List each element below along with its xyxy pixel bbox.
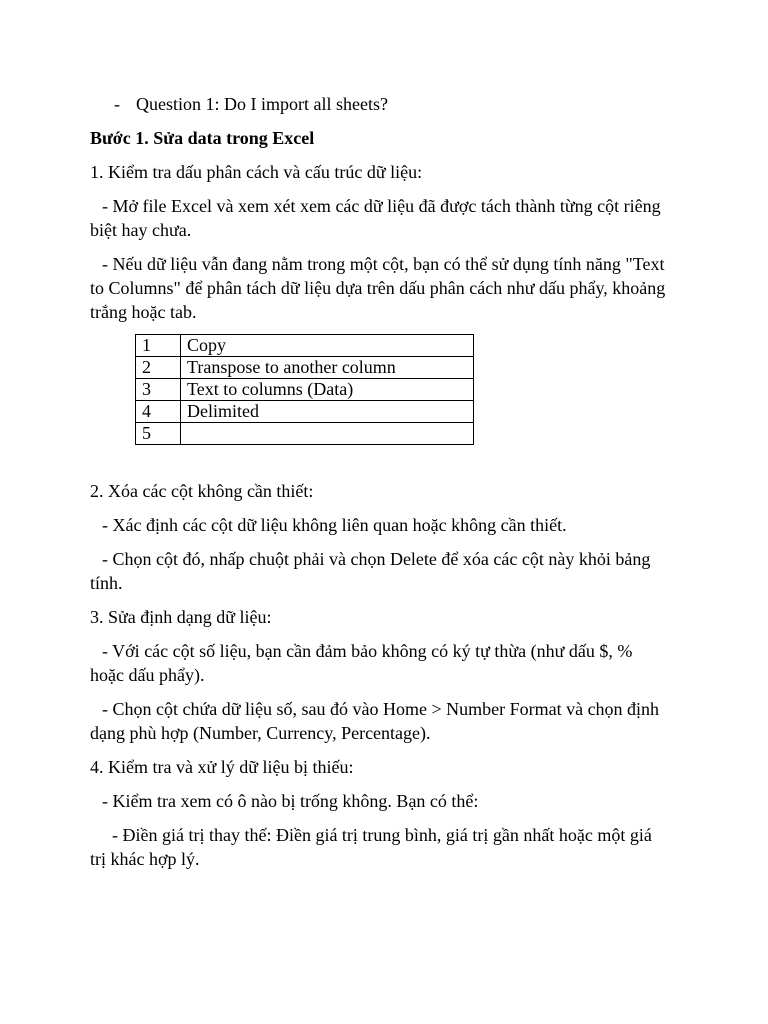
table-cell-text bbox=[181, 423, 474, 445]
document-page bbox=[90, 92, 668, 881]
section3-item: - Với các cột số liệu, bạn cần đảm bảo không có ký tự thừa (như dấu $, % hoặc dấu phẩy). bbox=[90, 641, 633, 685]
section2-title: 2. Xóa các cột không cần thiết: bbox=[90, 481, 314, 501]
section1-item: - Mở file Excel và xem xét xem các dữ liệu đã được tách thành từng cột riêng biệt hay chưa. bbox=[90, 196, 661, 240]
table-cell-text: Transpose to another column bbox=[181, 357, 474, 379]
section4-item: - Kiểm tra xem có ô nào bị trống không. Bạn có thể: bbox=[102, 791, 479, 811]
section1-item: - Nếu dữ liệu vẫn đang nằm trong một cột, bạn có thể sử dụng tính năng "Text to Columns" để phân tách dữ liệu dựa trên dấu phân cách như dấu phẩy, khoảng trắng hoặc tab. bbox=[90, 254, 666, 322]
table-cell-text: Copy bbox=[181, 335, 474, 357]
question-text: Question 1: Do I import all sheets? bbox=[136, 94, 388, 114]
table-cell-text: Text to columns (Data) bbox=[181, 379, 474, 401]
section3-item: - Chọn cột chứa dữ liệu số, sau đó vào Home > Number Format và chọn định dạng phù hợp (Number, Currency, Percentage). bbox=[90, 699, 660, 743]
table-row bbox=[136, 335, 474, 357]
steps-table bbox=[135, 334, 474, 445]
table-cell-number: 3 bbox=[136, 379, 181, 401]
question-dash: - bbox=[114, 94, 120, 114]
table-row bbox=[136, 357, 474, 379]
table-row bbox=[136, 379, 474, 401]
table-cell-number: 4 bbox=[136, 401, 181, 423]
question-line bbox=[90, 92, 668, 116]
table-cell-text: Delimited bbox=[181, 401, 474, 423]
table-cell-number: 2 bbox=[136, 357, 181, 379]
step-heading: Bước 1. Sửa data trong Excel bbox=[90, 128, 315, 148]
section4-subitem: - Điền giá trị thay thế: Điền giá trị trung bình, giá trị gần nhất hoặc một giá trị khác hợp lý. bbox=[90, 825, 652, 869]
section3-title: 3. Sửa định dạng dữ liệu: bbox=[90, 607, 272, 627]
section2-item: - Chọn cột đó, nhấp chuột phải và chọn Delete để xóa các cột này khỏi bảng tính. bbox=[90, 549, 651, 593]
section2-item: - Xác định các cột dữ liệu không liên quan hoặc không cần thiết. bbox=[102, 515, 567, 535]
section4-title: 4. Kiểm tra và xử lý dữ liệu bị thiếu: bbox=[90, 757, 354, 777]
table-cell-number: 1 bbox=[136, 335, 181, 357]
table-row bbox=[136, 423, 474, 445]
section1-title: 1. Kiểm tra dấu phân cách và cấu trúc dữ liệu: bbox=[90, 162, 423, 182]
table-row bbox=[136, 401, 474, 423]
table-cell-number: 5 bbox=[136, 423, 181, 445]
